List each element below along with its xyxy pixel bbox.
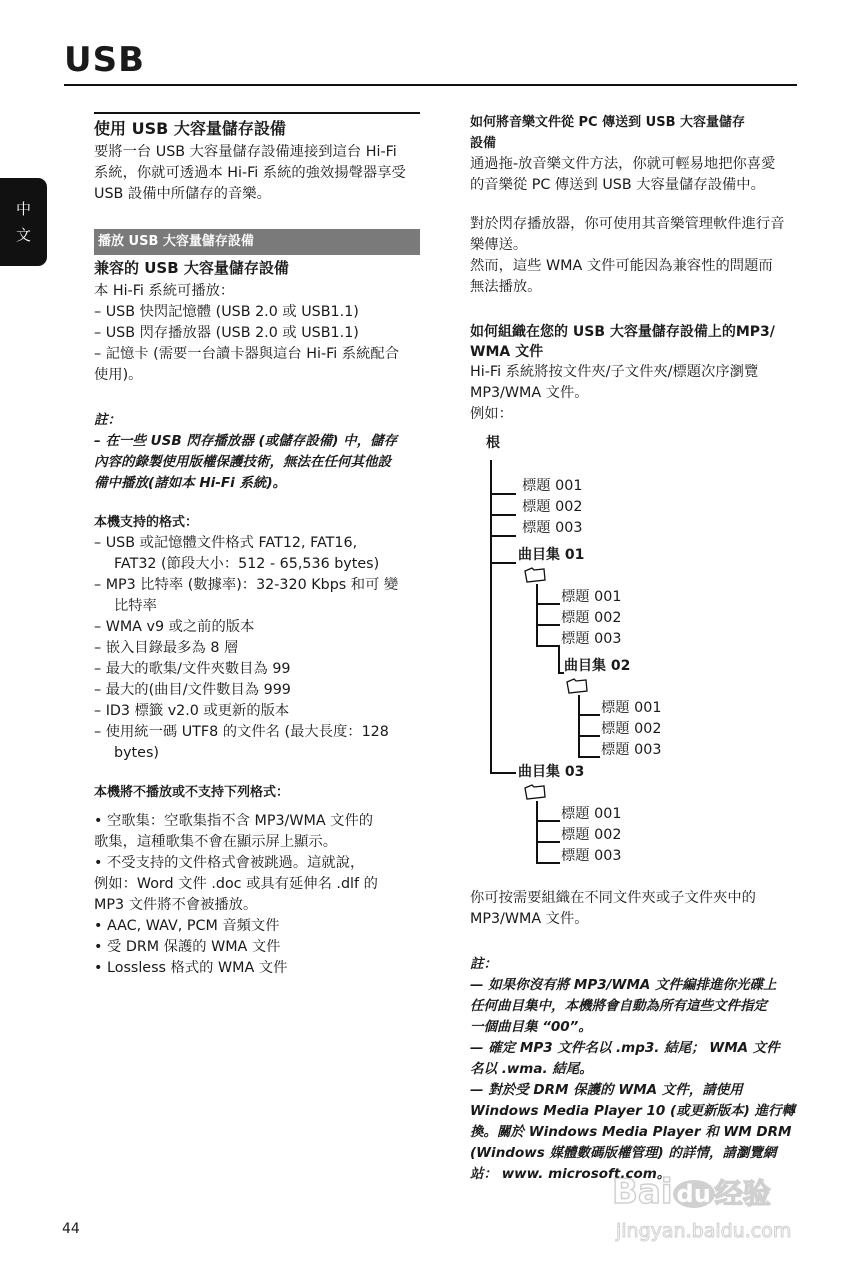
after-tree-line: 你可按需要組織在不同文件夾或子文件夾中的 xyxy=(470,890,756,906)
note-line: (Windows 媒體數碼版權管理) 的詳情，請瀏覽網 xyxy=(470,1145,777,1161)
note-line: 換。關於 Windows Media Player 和 WM DRM xyxy=(470,1124,792,1140)
tree-line xyxy=(536,603,560,605)
tree-line xyxy=(490,514,516,516)
tree-title: 標題 003 xyxy=(561,848,622,864)
format-item: – 使用統一碼 UTF8 的文件名 (最大長度：128 xyxy=(94,724,389,740)
tree-album-label: 曲目集 01 xyxy=(518,547,585,563)
tree-line xyxy=(536,645,560,647)
unsupported-line: • Lossless 格式的 WMA 文件 xyxy=(94,960,288,976)
tree-title: 標題 001 xyxy=(561,806,622,822)
language-tab-char: 文 xyxy=(15,226,31,244)
watermark-cn: 经验 xyxy=(714,1177,771,1210)
note-label: 註： xyxy=(94,412,121,428)
baidu-paw-icon: du xyxy=(673,1180,715,1208)
tree-title: 標題 002 xyxy=(522,499,583,515)
note-label: 註： xyxy=(470,956,497,972)
tree-line xyxy=(536,841,560,843)
organize-line: Hi-Fi 系統將按文件夾/子文件夾/標題次序瀏覽 xyxy=(470,364,759,380)
organize-heading: WMA 文件 xyxy=(470,344,544,360)
folder-icon xyxy=(524,784,546,800)
unsupported-line: • 空歌集：空歌集指不含 MP3/WMA 文件的 xyxy=(94,813,374,829)
transfer-line: 的音樂從 PC 傳送到 USB 大容量儲存設備中。 xyxy=(470,177,765,193)
after-tree-line: MP3/WMA 文件。 xyxy=(470,911,589,927)
intro-line: USB 設備中所儲存的音樂。 xyxy=(94,186,271,202)
tree-title: 標題 003 xyxy=(522,520,583,536)
language-tab-char: 中 xyxy=(15,200,31,218)
tree-line xyxy=(536,624,560,626)
organize-heading: 如何組織在您的 USB 大容量儲存設備上的MP3/ xyxy=(470,324,775,340)
tree-title: 標題 003 xyxy=(561,631,622,647)
format-item: – WMA v9 或之前的版本 xyxy=(94,619,255,635)
unsupported-heading: 本機將不播放或不支持下列格式： xyxy=(94,785,290,800)
format-item: – USB 或記憶體文件格式 FAT12, FAT16, xyxy=(94,535,358,551)
note-line: 內容的錄製使用版權保護技術，無法在任何其他設 xyxy=(94,454,391,470)
tree-title: 標題 001 xyxy=(561,589,622,605)
format-item: – MP3 比特率 (數據率)：32-320 Kbps 和可 變 xyxy=(94,577,399,593)
tree-line xyxy=(490,772,516,774)
tree-line xyxy=(578,756,600,758)
format-item: – 最大的歌集/文件夾數目為 99 xyxy=(94,661,291,677)
tree-title: 標題 003 xyxy=(601,742,662,758)
note-line: 任何曲目集中，本機將會自動為所有這些文件指定 xyxy=(470,998,767,1014)
transfer-line: 通過拖-放音樂文件方法，你就可輕易地把你喜愛 xyxy=(470,156,776,172)
note-line: 備中播放(諸如本 Hi-Fi 系統)。 xyxy=(94,475,287,491)
compat-item: – USB 快閃記憶體 (USB 2.0 或 USB1.1) xyxy=(94,304,359,320)
note-line: 一個曲目集 “00”。 xyxy=(470,1019,592,1035)
note-line: 站： www. microsoft.com。 xyxy=(470,1166,671,1182)
unsupported-line: 歌集，這種歌集不會在顯示屏上顯示。 xyxy=(94,834,338,850)
watermark-url: jingyan.baidu.com xyxy=(616,1220,792,1242)
tree-line xyxy=(578,714,600,716)
transfer-heading: 如何將音樂文件從 PC 傳送到 USB 大容量儲存 xyxy=(470,115,745,130)
folder-icon xyxy=(566,678,588,694)
unsupported-line: • AAC, WAV, PCM 音頻文件 xyxy=(94,918,280,934)
tree-album-label: 曲目集 03 xyxy=(518,764,585,780)
tree-root-label: 根 xyxy=(486,435,500,451)
player-line: 對於閃存播放器，你可使用其音樂管理軟件進行音 xyxy=(470,216,785,232)
tree-line xyxy=(536,584,538,646)
unsupported-line: 例如：Word 文件 .doc 或具有延伸名 .dlf 的 xyxy=(94,876,378,892)
tree-line xyxy=(490,562,516,564)
right-column-lower xyxy=(470,888,800,1185)
format-item: – 最大的(曲目/文件數目為 999 xyxy=(94,682,291,698)
intro-line: 要將一台 USB 大容量儲存設備連接到這台 Hi-Fi xyxy=(94,144,397,160)
organize-line: MP3/WMA 文件。 xyxy=(470,385,589,401)
note-line: – 在一些 USB 閃存播放器 (或儲存設備) 中，儲存 xyxy=(94,433,398,449)
tree-line xyxy=(490,460,492,773)
section-bar-playback: 播放 USB 大容量儲存設備 xyxy=(94,229,420,255)
compat-heading: 兼容的 USB 大容量儲存設備 xyxy=(94,259,289,277)
tree-title: 標題 002 xyxy=(561,827,622,843)
format-item-cont: FAT32 (節段大小：512 - 65,536 bytes) xyxy=(114,556,380,572)
format-item: – 嵌入目錄最多為 8 層 xyxy=(94,640,239,656)
tree-line xyxy=(578,735,600,737)
tree-line xyxy=(578,695,580,757)
page-number: 44 xyxy=(62,1221,80,1237)
intro-line: 系統，你就可透過本 Hi-Fi 系統的強效揚聲器享受 xyxy=(94,165,406,181)
unsupported-line: • 不受支持的文件格式會被跳過。這就說， xyxy=(94,855,365,871)
watermark-brand: Bai xyxy=(612,1172,673,1212)
compat-item: 使用)。 xyxy=(94,367,143,383)
unsupported-line: • 受 DRM 保護的 WMA 文件 xyxy=(94,939,281,955)
compat-item: – USB 閃存播放器 (USB 2.0 或 USB1.1) xyxy=(94,325,359,341)
section-heading-usb: 使用 USB 大容量儲存設備 xyxy=(94,119,286,138)
format-item: – ID3 標籤 v2.0 或更新的版本 xyxy=(94,703,290,719)
tree-title: 標題 001 xyxy=(522,478,583,494)
transfer-heading: 設備 xyxy=(470,136,497,151)
tree-line xyxy=(558,645,560,674)
format-item-cont: bytes) xyxy=(114,745,159,761)
format-item-cont: 比特率 xyxy=(114,598,157,614)
note-line: Windows Media Player 10 (或更新版本) 進行轉 xyxy=(470,1103,796,1119)
folder-icon xyxy=(524,567,546,583)
tree-line xyxy=(536,801,538,863)
note-line: 名以 .wma. 結尾。 xyxy=(470,1061,593,1077)
player-line: 樂傳送。 xyxy=(470,237,528,253)
tree-title: 標題 001 xyxy=(601,700,662,716)
player-line: 無法播放。 xyxy=(470,279,542,295)
page-header-title: USB xyxy=(64,40,146,80)
tree-title: 標題 002 xyxy=(601,721,662,737)
unsupported-line: MP3 文件將不會被播放。 xyxy=(94,897,258,913)
compat-intro: 本 Hi-Fi 系統可播放： xyxy=(94,283,235,299)
note-line: — 如果你沒有將 MP3/WMA 文件編排進你光碟上 xyxy=(470,977,777,993)
tree-line xyxy=(490,535,516,537)
note-line: — 確定 MP3 文件名以 .mp3. 結尾； WMA 文件 xyxy=(470,1040,780,1056)
tree-album-label: 曲目集 02 xyxy=(564,658,631,674)
baidu-watermark xyxy=(612,1160,812,1260)
note-line: — 對於受 DRM 保護的 WMA 文件，請使用 xyxy=(470,1082,743,1098)
compat-item: – 記憶卡 (需要一台讀卡器與這台 Hi-Fi 系統配合 xyxy=(94,346,399,362)
tree-line xyxy=(490,493,516,495)
organize-line: 例如： xyxy=(470,406,513,422)
tree-line xyxy=(536,820,560,822)
player-line: 然而，這些 WMA 文件可能因為兼容性的問題而 xyxy=(470,258,773,274)
formats-heading: 本機支持的格式： xyxy=(94,515,199,530)
tree-title: 標題 002 xyxy=(561,610,622,626)
tree-line xyxy=(536,862,560,864)
